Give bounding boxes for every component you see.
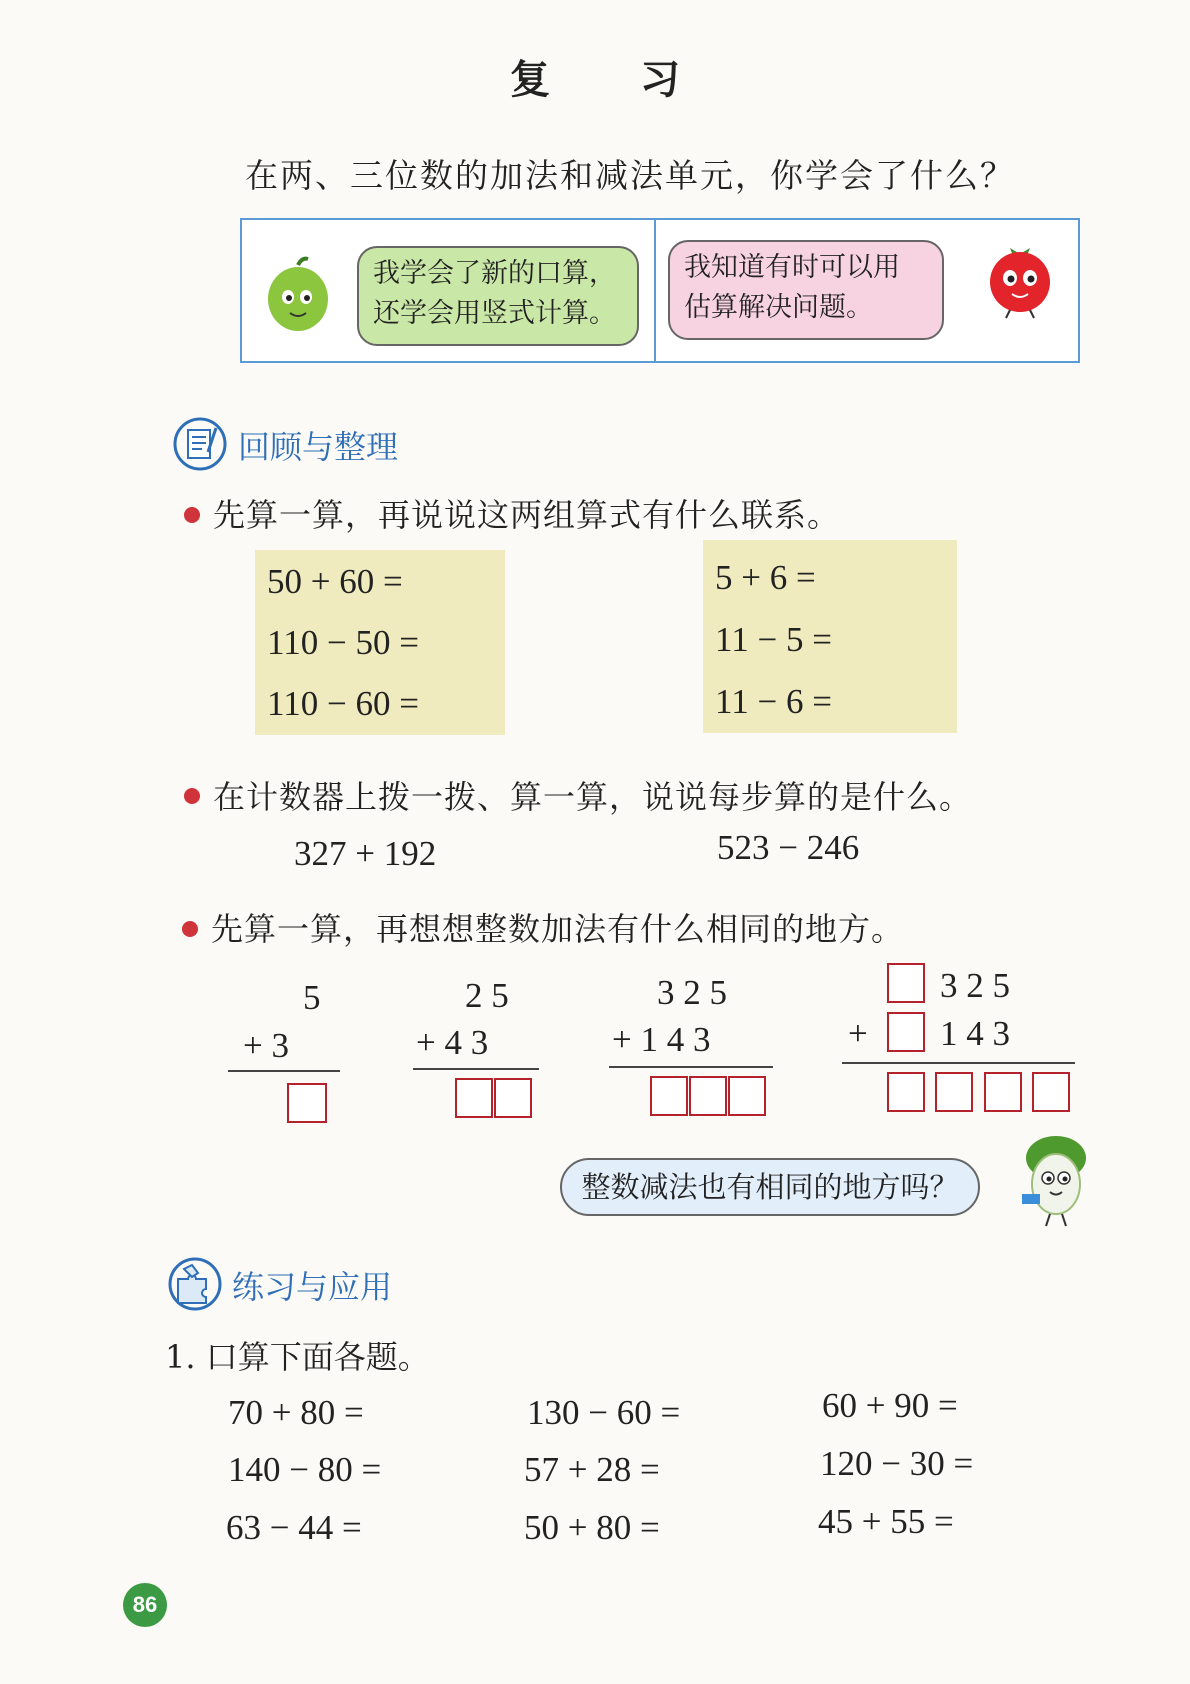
practice-equation: 63 − 44 = bbox=[226, 1508, 362, 1547]
practice-equation: 70 + 80 = bbox=[228, 1393, 364, 1432]
unit-question: 在两、三位数的加法和减法单元，你学会了什么？ bbox=[245, 156, 1015, 195]
answer-box[interactable] bbox=[887, 1072, 925, 1112]
equation-group-right bbox=[703, 540, 957, 733]
answer-box[interactable] bbox=[887, 1012, 925, 1052]
sum-line bbox=[413, 1068, 539, 1070]
answer-box[interactable] bbox=[455, 1078, 493, 1118]
page-number: 86 bbox=[123, 1583, 167, 1627]
practice-equation: 140 − 80 = bbox=[228, 1450, 382, 1489]
answer-box[interactable] bbox=[935, 1072, 973, 1112]
vertical-bottom: 1 4 3 bbox=[940, 1014, 1010, 1053]
answer-box[interactable] bbox=[287, 1083, 327, 1123]
answer-box[interactable] bbox=[689, 1076, 727, 1116]
review-prompt-1: 先算一算，再说说这两组算式有什么联系。 bbox=[213, 496, 841, 534]
equation: 110 − 60 = bbox=[267, 684, 419, 723]
vertical-bottom: + 4 3 bbox=[416, 1023, 489, 1062]
sum-line bbox=[609, 1066, 773, 1068]
tomato-character-icon bbox=[980, 240, 1060, 324]
cabbage-character-icon bbox=[1010, 1128, 1100, 1232]
practice-equation: 57 + 28 = bbox=[524, 1450, 660, 1489]
equation: 5 + 6 = bbox=[715, 558, 816, 597]
vertical-bottom: + 3 bbox=[243, 1026, 289, 1065]
review-prompt-3: 先算一算，再想想整数加法有什么相同的地方。 bbox=[211, 910, 905, 948]
equation: 50 + 60 = bbox=[267, 562, 403, 601]
pink-bubble-line-2: 估算解决问题。 bbox=[684, 292, 873, 323]
practice-equation: 50 + 80 = bbox=[524, 1508, 660, 1547]
answer-box[interactable] bbox=[1032, 1072, 1070, 1112]
answer-box[interactable] bbox=[650, 1076, 688, 1116]
notepad-icon bbox=[172, 416, 228, 476]
equation-group-left bbox=[255, 550, 505, 735]
answer-box[interactable] bbox=[728, 1076, 766, 1116]
page-title: 复 习 bbox=[510, 56, 718, 103]
bullet-icon bbox=[182, 921, 198, 937]
vertical-top: 5 bbox=[303, 978, 321, 1017]
puzzle-icon bbox=[164, 1255, 226, 1317]
pink-speech-bubble bbox=[668, 240, 944, 340]
answer-box[interactable] bbox=[984, 1072, 1022, 1112]
green-bubble-line-1: 我学会了新的口算， bbox=[373, 258, 616, 289]
review-prompt-2: 在计数器上拨一拨、算一算，说说每步算的是什么。 bbox=[213, 778, 973, 816]
vertical-top: 3 2 5 bbox=[657, 973, 727, 1012]
abacus-expression-left: 327 + 192 bbox=[294, 834, 437, 873]
vertical-bottom: + 1 4 3 bbox=[612, 1020, 711, 1059]
practice-heading: 练习与应用 bbox=[232, 1268, 393, 1306]
vertical-plus-sign: + bbox=[848, 1014, 868, 1053]
abacus-expression-right: 523 − 246 bbox=[717, 828, 860, 867]
green-speech-bubble bbox=[357, 246, 639, 346]
practice-equation: 120 − 30 = bbox=[820, 1444, 974, 1483]
pink-bubble-line-1: 我知道有时可以用 bbox=[684, 252, 900, 283]
bullet-icon bbox=[184, 507, 200, 523]
green-pepper-character-icon bbox=[262, 255, 334, 339]
sum-line bbox=[228, 1070, 340, 1072]
dialogue-divider bbox=[654, 220, 656, 361]
practice-equation: 45 + 55 = bbox=[818, 1502, 954, 1541]
equation: 110 − 50 = bbox=[267, 623, 419, 662]
vertical-top: 2 5 bbox=[465, 976, 509, 1015]
practice-equation: 130 − 60 = bbox=[527, 1393, 681, 1432]
equation: 11 − 6 = bbox=[715, 682, 832, 721]
green-bubble-line-2: 还学会用竖式计算。 bbox=[373, 298, 616, 329]
practice-equation: 60 + 90 = bbox=[822, 1386, 958, 1425]
equation: 11 − 5 = bbox=[715, 620, 832, 659]
answer-box[interactable] bbox=[887, 963, 925, 1003]
exercise-1-title: 1. 口算下面各题。 bbox=[165, 1338, 430, 1376]
sum-line bbox=[842, 1062, 1075, 1064]
answer-box[interactable] bbox=[494, 1078, 532, 1118]
bullet-icon bbox=[184, 788, 200, 804]
vertical-top: 3 2 5 bbox=[940, 966, 1010, 1005]
review-heading: 回顾与整理 bbox=[238, 428, 399, 466]
subtraction-question-bubble: 整数减法也有相同的地方吗？ bbox=[560, 1158, 980, 1216]
